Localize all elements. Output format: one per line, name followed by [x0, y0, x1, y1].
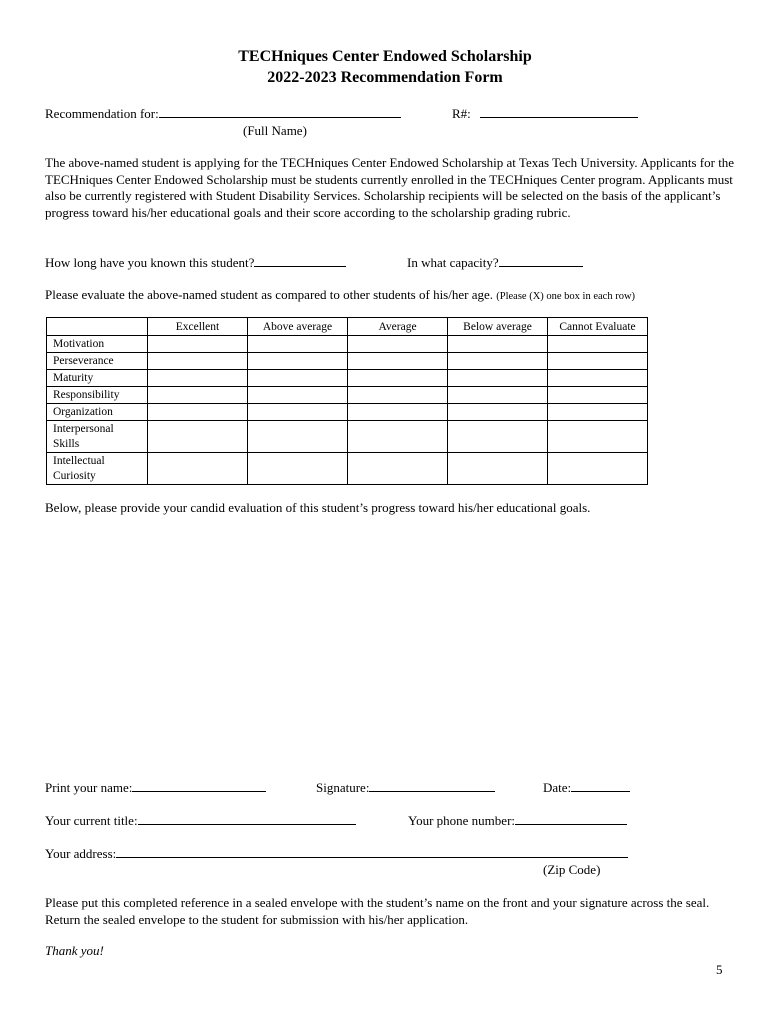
table-row — [47, 370, 648, 387]
how-long-row — [45, 255, 346, 271]
row-label — [47, 421, 148, 453]
row-label: Perseverance — [47, 353, 148, 370]
r-number-label: R#: — [452, 106, 471, 121]
column-header: Excellent — [148, 318, 248, 336]
rating-cell[interactable] — [348, 453, 448, 485]
rating-cell[interactable] — [248, 404, 348, 421]
phone-label: Your phone number: — [408, 813, 516, 828]
row-label-line2: Skills — [53, 437, 80, 450]
current-title-label: Your current title: — [45, 813, 138, 828]
form-subtitle: 2022-2023 Recommendation Form — [267, 69, 503, 86]
phone-field[interactable] — [515, 823, 627, 825]
rating-cell[interactable] — [248, 387, 348, 404]
rating-cell[interactable] — [448, 453, 548, 485]
rating-cell[interactable] — [448, 421, 548, 453]
table-row — [47, 336, 648, 353]
signature-row — [316, 780, 495, 796]
header-empty — [47, 318, 148, 336]
evaluation-note: (Please (X) one box in each row) — [496, 291, 636, 302]
row-label: Maturity — [47, 370, 148, 387]
recommendation-row — [45, 106, 401, 122]
table-header-row — [47, 318, 648, 336]
current-title-field[interactable] — [138, 823, 356, 825]
row-label — [47, 453, 148, 485]
how-long-label: How long have you known this student? — [45, 255, 255, 270]
phone-row — [408, 813, 627, 829]
rating-cell[interactable] — [548, 453, 648, 485]
rating-cell[interactable] — [448, 336, 548, 353]
signature-field[interactable] — [369, 790, 495, 792]
table-row — [47, 453, 648, 485]
rating-cell[interactable] — [548, 404, 648, 421]
signature-label: Signature: — [316, 780, 370, 795]
evaluation-instruction: Please evaluate the above-named student as compared to other students of his/her age. — [45, 287, 493, 302]
rating-cell[interactable] — [348, 421, 448, 453]
r-number-row — [452, 106, 638, 122]
rating-cell[interactable] — [448, 387, 548, 404]
rating-cell[interactable] — [148, 404, 248, 421]
date-label: Date: — [543, 780, 572, 795]
capacity-label: In what capacity? — [407, 255, 499, 270]
address-label: Your address: — [45, 846, 117, 861]
address-field[interactable] — [116, 856, 628, 858]
rating-cell[interactable] — [348, 353, 448, 370]
table-row — [47, 353, 648, 370]
rating-cell[interactable] — [548, 336, 648, 353]
column-header: Average — [348, 318, 448, 336]
full-name-field[interactable] — [159, 116, 401, 118]
table-row — [47, 404, 648, 421]
row-label: Responsibility — [47, 387, 148, 404]
rating-cell[interactable] — [248, 453, 348, 485]
r-number-field[interactable] — [480, 116, 638, 118]
rating-cell[interactable] — [448, 370, 548, 387]
closing-instructions: Please put this completed reference in a sealed envelope with the student’s name on the front and your signature across the seal. Return the sealed envelope to the student for submission with his/her application. — [45, 895, 710, 927]
capacity-field[interactable] — [499, 265, 583, 267]
print-name-row — [45, 780, 266, 796]
rating-cell[interactable] — [348, 336, 448, 353]
candid-evaluation-area[interactable] — [45, 520, 735, 770]
rating-cell[interactable] — [548, 421, 648, 453]
how-long-field[interactable] — [254, 265, 346, 267]
rating-cell[interactable] — [148, 453, 248, 485]
rating-cell[interactable] — [148, 370, 248, 387]
row-label: Motivation — [47, 336, 148, 353]
rating-cell[interactable] — [148, 387, 248, 404]
rating-cell[interactable] — [348, 404, 448, 421]
evaluation-instruction-row — [45, 287, 635, 303]
rating-cell[interactable] — [248, 370, 348, 387]
full-name-caption: (Full Name) — [243, 123, 307, 138]
date-field[interactable] — [571, 790, 630, 792]
thank-you: Thank you! — [45, 943, 104, 958]
column-header: Cannot Evaluate — [548, 318, 648, 336]
intro-paragraph: The above-named student is applying for the TECHniques Center Endowed Scholarship at Texas Tech University. Applicants for the TECHniques Center Endowed Scholarship must be students currently enrolled in the TECHniques Center program. Applicants must also be currently registered with Student Disability Services. Scholarship recipients will be selected on the basis of the applicant’s progress toward his/her educational goals and their score according to the scholarship grading rubric. — [45, 155, 735, 220]
table-row — [47, 387, 648, 404]
row-label-line1: Interpersonal — [53, 422, 114, 435]
rating-cell[interactable] — [148, 353, 248, 370]
column-header: Above average — [248, 318, 348, 336]
capacity-row — [407, 255, 583, 271]
print-name-field[interactable] — [132, 790, 266, 792]
rating-cell[interactable] — [548, 387, 648, 404]
rating-cell[interactable] — [248, 421, 348, 453]
column-header: Below average — [448, 318, 548, 336]
rating-cell[interactable] — [448, 404, 548, 421]
evaluation-table — [46, 317, 648, 485]
rating-cell[interactable] — [548, 353, 648, 370]
rating-cell[interactable] — [348, 387, 448, 404]
page-number: 5 — [716, 962, 723, 977]
address-row — [45, 846, 628, 862]
rating-cell[interactable] — [248, 336, 348, 353]
rating-cell[interactable] — [148, 421, 248, 453]
table-row — [47, 421, 648, 453]
rating-cell[interactable] — [448, 353, 548, 370]
rating-cell[interactable] — [148, 336, 248, 353]
print-name-label: Print your name: — [45, 780, 133, 795]
form-title: TECHniques Center Endowed Scholarship — [238, 48, 532, 65]
rating-cell[interactable] — [548, 370, 648, 387]
row-label-line1: Intellectual — [53, 454, 105, 467]
current-title-row — [45, 813, 356, 829]
date-row — [543, 780, 630, 796]
zip-code-caption: (Zip Code) — [543, 862, 601, 877]
rating-cell[interactable] — [248, 353, 348, 370]
candid-prompt: Below, please provide your candid evaluation of this student’s progress toward his/her educational goals. — [45, 500, 591, 515]
recommendation-label: Recommendation for: — [45, 106, 159, 121]
row-label-line2: Curiosity — [53, 469, 96, 482]
rating-cell[interactable] — [348, 370, 448, 387]
row-label: Organization — [47, 404, 148, 421]
